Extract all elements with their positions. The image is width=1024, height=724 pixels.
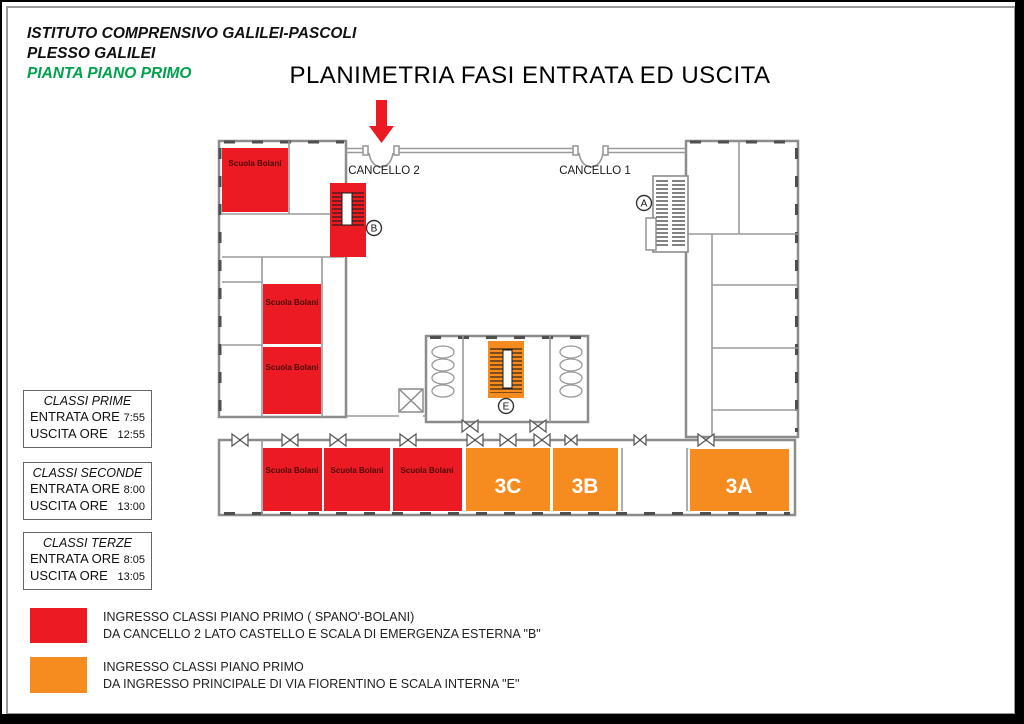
legend-orange-swatch	[30, 657, 87, 693]
stair-b	[330, 183, 366, 257]
legend-red-text	[103, 609, 541, 642]
schedule-box-classi-terze	[23, 532, 152, 590]
entry-time: 8:00	[123, 484, 145, 496]
red-room-label: Scuola Bolani	[228, 159, 282, 168]
red-room-label: Scuola Bolani	[265, 298, 319, 307]
entrance-arrow-icon	[369, 100, 394, 143]
exit-label: USCITA ORE	[30, 498, 108, 513]
red-room-left-mid[interactable]	[263, 284, 321, 344]
legend-red-swatch	[30, 608, 87, 643]
legend-orange-text	[103, 659, 519, 692]
building-name: PLESSO GALILEI	[27, 45, 156, 62]
red-room-bottom-1[interactable]	[263, 448, 322, 511]
red-room-left-top[interactable]	[222, 148, 288, 212]
schedule-box-classi-seconde	[23, 462, 152, 520]
stair-e-badge-label: E	[502, 401, 510, 413]
entry-label: ENTRATA ORE	[30, 481, 120, 496]
exit-time: 12:55	[117, 429, 145, 441]
schedule-title: CLASSI PRIME	[43, 394, 132, 408]
floor-subtitle: PIANTA PIANO PRIMO	[27, 65, 192, 82]
entry-time: 8:05	[123, 554, 145, 566]
red-room-label: Scuola Bolani	[265, 466, 319, 475]
gate-2-label: CANCELLO 2	[348, 165, 420, 177]
exit-time: 13:00	[117, 501, 145, 513]
legend-orange-line1: INGRESSO CLASSI PIANO PRIMO	[103, 660, 304, 674]
entry-label: ENTRATA ORE	[30, 551, 120, 566]
legend-orange-line2: DA INGRESSO PRINCIPALE DI VIA FIORENTINO E SCALA INTERNA "E"	[103, 676, 520, 691]
stair-e	[488, 341, 524, 398]
red-room-label: Scuola Bolani	[330, 466, 384, 475]
exit-time: 13:05	[117, 571, 145, 583]
exit-label: USCITA ORE	[30, 568, 108, 583]
stair-b-badge-label: B	[370, 223, 378, 235]
red-room-bottom-2[interactable]	[324, 448, 390, 511]
room-3c-label: 3C	[494, 475, 522, 498]
gate-1-label: CANCELLO 1	[559, 165, 631, 177]
entry-label: ENTRATA ORE	[30, 409, 120, 424]
legend-red-line1: INGRESSO CLASSI PIANO PRIMO ( SPANO'-BOLANI)	[103, 610, 415, 624]
red-room-left-low[interactable]	[263, 347, 321, 414]
room-3a-label: 3A	[725, 475, 753, 498]
elevator	[399, 389, 423, 412]
page-title: PLANIMETRIA FASI ENTRATA ED USCITA	[289, 62, 771, 89]
entry-time: 7:55	[123, 412, 145, 424]
schedule-title: CLASSI TERZE	[43, 536, 132, 550]
school-name: ISTITUTO COMPRENSIVO GALILEI-PASCOLI	[27, 25, 357, 42]
stair-a	[646, 176, 688, 252]
red-room-bottom-3[interactable]	[393, 448, 462, 511]
legend-red-line2: DA CANCELLO 2 LATO CASTELLO E SCALA DI EMERGENZA ESTERNA "B"	[103, 626, 541, 641]
fence	[346, 146, 686, 167]
stair-a-badge-label: A	[640, 198, 648, 210]
red-room-label: Scuola Bolani	[400, 466, 454, 475]
red-room-label: Scuola Bolani	[265, 363, 319, 372]
schedule-box-classi-prime	[23, 390, 152, 448]
schedule-title: CLASSI SECONDE	[32, 466, 143, 480]
room-3b-label: 3B	[571, 475, 599, 498]
exit-label: USCITA ORE	[30, 426, 108, 441]
